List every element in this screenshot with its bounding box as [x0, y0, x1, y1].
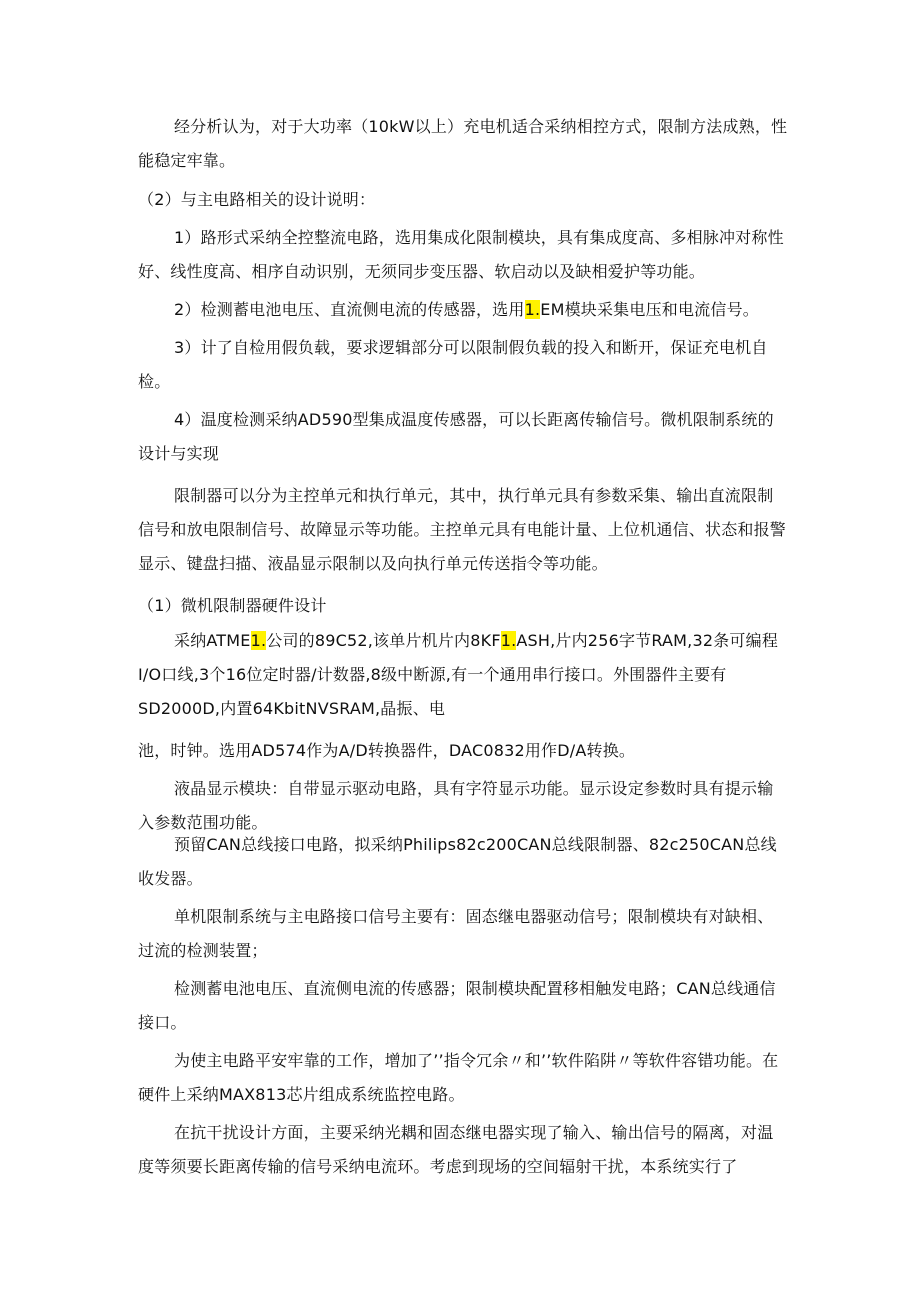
- text-segment: 公司的89C52,该单片机片内8KF: [266, 631, 501, 650]
- paragraph-controller: 限制器可以分为主控单元和执行单元，其中，执行单元具有参数采集、输出直流限制信号和放电限制信号、故障显示等功能。主控单元具有电能计量、上位机通信、状态和报警显示、键盘扫描、液晶显示限制以及向执行单元传送指令等功能。: [138, 486, 787, 573]
- highlight-mark: 1.: [250, 631, 267, 650]
- paragraph-sensors: 检测蓄电池电压、直流侧电流的传感器；限制模块配置移相触发电路；CAN总线通信接口。: [138, 979, 776, 1032]
- paragraph-anti-interference: 在抗干扰设计方面，主要采纳光耦和固态继电器实现了输入、输出信号的隔离，对温度等须要长距离传输的信号采纳电流环。考虑到现场的空间辐射干扰，本系统实行了: [138, 1123, 774, 1176]
- paragraph-item-2: [138, 293, 788, 327]
- paragraph-interface: 单机限制系统与主电路接口信号主要有：固态继电器驱动信号；限制模块有对缺相、过流的检测装置；: [138, 907, 774, 960]
- paragraph-fault-tolerance: 为使主电路平安牢靠的工作，增加了’’指令冗余〃和’’软件陷阱〃等软件容错功能。在硬件上采纳MAX813芯片组成系统监控电路。: [138, 1051, 779, 1104]
- paragraph-item-1: 1）路形式采纳全控整流电路，选用集成化限制模块，具有集成度高、多相脉冲对称性好、线性度高、相序自动识别，无须同步变压器、软启动以及缺相爱护等功能。: [138, 228, 784, 281]
- text-segment: 采纳ATME: [174, 631, 251, 650]
- section-heading-hardware: （1）微机限制器硬件设计: [138, 596, 327, 615]
- paragraph-battery-clock: 池，时钟。选用AD574作为A/D转换器件，DAC0832用作D/A转换。: [138, 741, 636, 760]
- highlight-mark: 1.: [500, 631, 517, 650]
- paragraph-mcu: [138, 624, 788, 726]
- paragraph-item-3: 3）计了自检用假负载，要求逻辑部分可以限制假负载的投入和断开，保证充电机自检。: [138, 338, 768, 391]
- text-segment: 2）检测蓄电池电压、直流侧电流的传感器，选用: [174, 300, 525, 319]
- highlight-mark: 1.: [524, 300, 541, 319]
- paragraph-analysis: 经分析认为，对于大功率（10kW以上）充电机适合采纳相控方式，限制方法成熟，性能稳定牢靠。: [138, 117, 788, 170]
- paragraph-lcd: 液晶显示模块：自带显示驱动电路，具有字符显示功能。显示设定参数时具有提示输入参数范围功能。: [138, 779, 774, 832]
- paragraph-can: 预留CAN总线接口电路，拟采纳Philips82c200CAN总线限制器、82c250CAN总线收发器。: [138, 835, 777, 888]
- text-segment: ASH,片内256字节RAM,32条可编程I/O口线,3个16位定时器/计数器,8级中断源,有一个通用串行接口。外围器件主要有SD2000D,内置64KbitNVSRAM,晶振、电: [138, 631, 779, 718]
- text-segment: EM模块采集电压和电流信号。: [540, 300, 759, 319]
- paragraph-item-4: 4）温度检测采纳AD590型集成温度传感器，可以长距离传输信号。微机限制系统的设计与实现: [138, 410, 774, 463]
- section-heading-main-circuit: （2）与主电路相关的设计说明：: [138, 190, 376, 209]
